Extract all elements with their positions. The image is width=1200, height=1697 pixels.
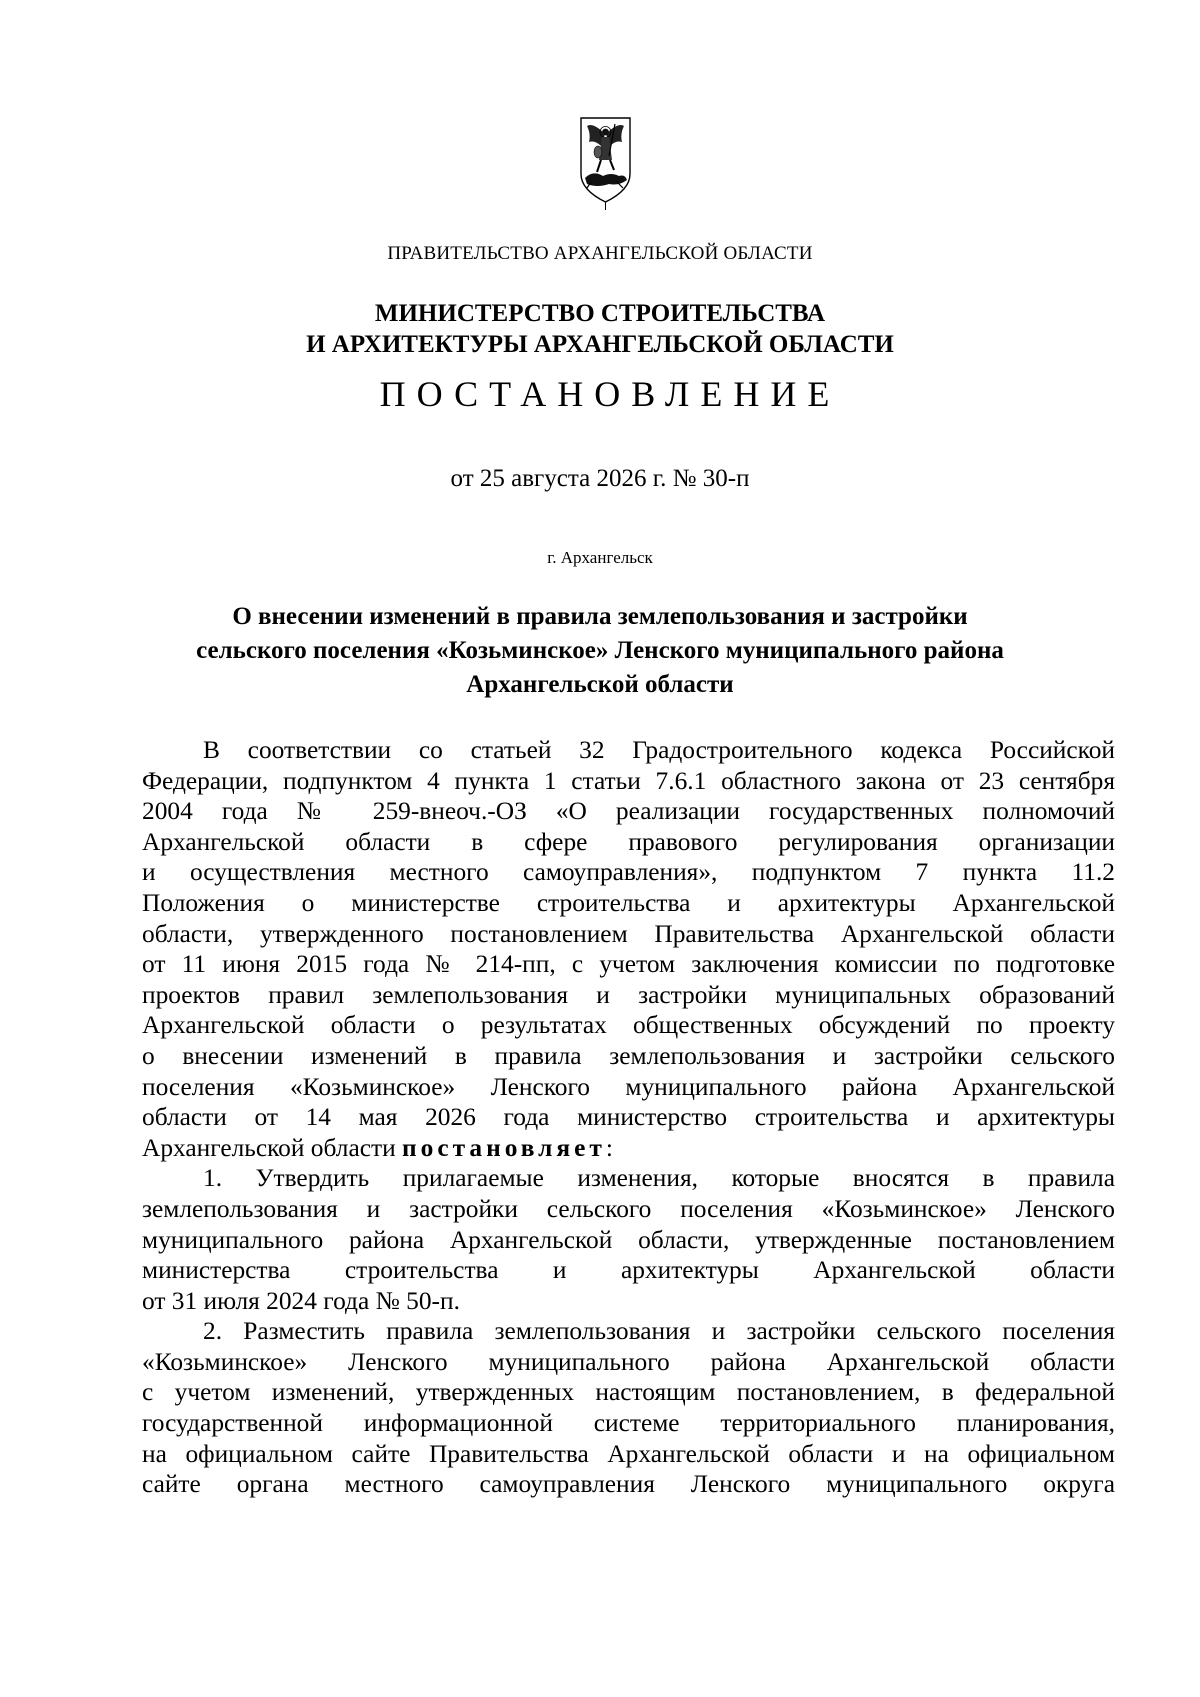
subject-line-2: сельского поселения «Козьминское» Ленского муниципального района [196,637,1004,664]
text-line: Федерации, подпунктом 4 пункта 1 статьи 7.6.1 областного закона от 23 сентября [142,766,1115,795]
date-and-number: от 25 августа 2026 г. № 30-п [450,465,750,492]
text-line: поселения «Козьминское» Ленского муниципального района Архангельской [142,1072,1115,1101]
text-line: от 31 июля 2024 года № 50-п. [142,1286,460,1315]
text-fragment: Архангельской области [142,1133,403,1162]
paragraph-preamble [142,735,1115,1163]
text-line: муниципального района Архангельской области, утвержденные постановлением [142,1225,1115,1254]
resolution-word: постановляет [402,1133,606,1162]
document-subject [0,600,1200,702]
text-line [142,1133,1115,1164]
city-name: г. Архангельск [547,548,653,567]
text-line: Архангельской области в сфере правового регулирования организации [142,827,1115,856]
text-line: 2004 года № 259-внеоч.-ОЗ «О реализации государственных полномочий [142,797,1115,826]
subject-line-1: О внесении изменений в правила землепользования и застройки [232,603,968,630]
paragraph-item-2 [142,1316,1115,1500]
text-line: сайте органа местного самоуправления Ленского муниципального округа [142,1470,1115,1499]
text-line: области от 14 мая 2026 года министерство строительства и архитектуры [142,1103,1115,1132]
ministry-name-line-2: И АРХИТЕКТУРЫ АРХАНГЕЛЬСКОЙ ОБЛАСТИ [306,331,894,358]
government-name: ПРАВИТЕЛЬСТВО АРХАНГЕЛЬСКОЙ ОБЛАСТИ [387,243,813,264]
coat-of-arms-icon [579,112,632,216]
text-line: проектов правил землепользования и застройки муниципальных образований [142,980,1115,1009]
text-line: «Козьминское» Ленского муниципального района Архангельской области [142,1347,1115,1376]
text-line: области, утвержденного постановлением Правительства Архангельской области [142,919,1115,948]
text-line: 2. Разместить правила землепользования и застройки сельского поселения [203,1317,1115,1346]
text-line: 1. Утвердить прилагаемые изменения, которые вносятся в правила [203,1164,1115,1193]
text-line: от 11 июня 2015 года № 214-пп, с учетом заключения комиссии по подготовке [142,950,1115,979]
text-line: на официальном сайте Правительства Архангельской области и на официальном [142,1439,1115,1468]
text-line: с учетом изменений, утвержденных настоящим постановлением, в федеральной [142,1378,1115,1407]
text-line: Архангельской области о результатах общественных обсуждений по проекту [142,1011,1115,1040]
paragraph-item-1 [142,1163,1115,1316]
text-line: В соответствии со статьей 32 Градостроительного кодекса Российской [203,736,1115,764]
text-line: Положения о министерстве строительства и архитектуры Архангельской [142,888,1115,917]
text-line: и осуществления местного самоуправления», подпунктом 7 пункта 11.2 [142,858,1115,887]
text-line: государственной информационной системе территориального планирования, [142,1409,1115,1438]
text-line: землепользования и застройки сельского поселения «Козьминское» Ленского [142,1194,1115,1223]
document-body [142,735,1115,1500]
ministry-name-line-1: МИНИСТЕРСТВО СТРОИТЕЛЬСТВА [374,300,826,327]
text-line: министерства строительства и архитектуры Архангельской области [142,1256,1115,1285]
text-fragment: : [605,1133,613,1162]
document-type-title: ПОСТАНОВЛЕНИЕ [379,374,841,414]
text-line: о внесении изменений в правила землепользования и застройки сельского [142,1041,1115,1070]
subject-line-3: Архангельской области [466,671,734,698]
ministry-name [0,298,1200,360]
